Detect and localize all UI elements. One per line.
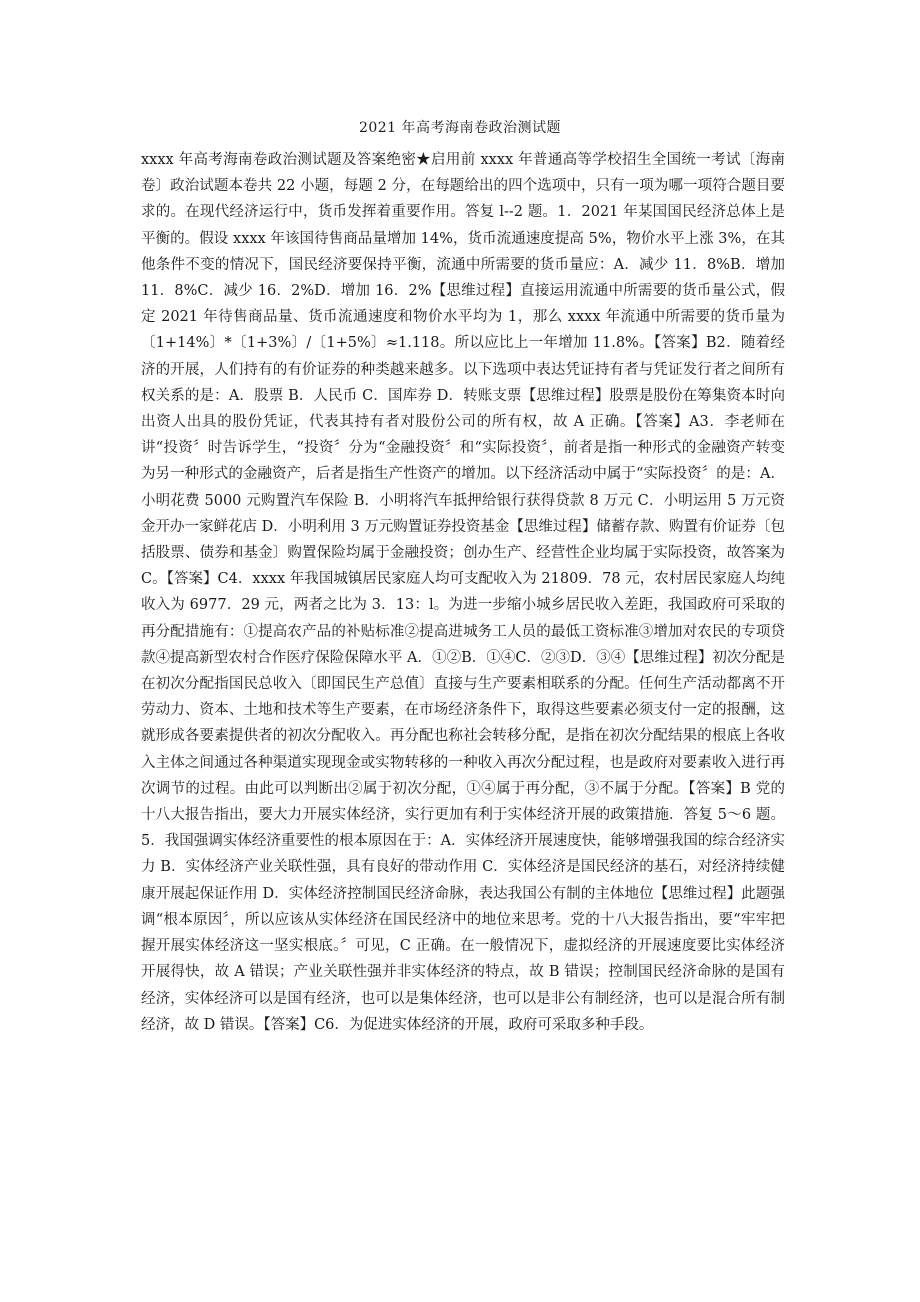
document-body-paragraph: xxxx 年高考海南卷政治测试题及答案绝密★启用前 xxxx 年普通高等学校招生全国统一考试〔海南卷〕政治试题本卷共 22 小题，每题 2 分，在每题给出的四个选项中，只有一项为哪一项符合题目要求的。在现代经济运行中，货币发挥着重要作用。答复 l--2 题。1．2021 年某国国民经济总体上是平衡的。假设 xxxx 年该国待售商品量增加 14%，货币流通速度提高 5%，物价水平上涨 3%，在其他条件不变的情况下，国民经济要保持平衡，流通中所需要的货币量应：A．减少 11．8%B．增加 11．8%C．减少 16．2%D．增加 16．2%【思维过程】直接运用流通中所需要的货币量公式，假定 2021 年待售商品量、货币流通速度和物价水平均为 1，那么 xxxx 年流通中所需要的货币量为〔1+14%〕*〔1+3%〕/〔1+5%〕≈1.118。所以应比上一年增加 11.8%。【答案】B2．随着经济的开展，人们持有的有价证券的种类越来越多。以下选项中表达凭证持有者与凭证发行者之间所有权关系的是：A．股票 B．人民币 C．国库券 D．转账支票【思维过程】股票是股份在筹集资本时向出资人出具的股份凭证，代表其持有者对股份公司的所有权，故 A 正确。【答案】A3．李老师在讲“投资〞时告诉学生，“投资〞分为“金融投资〞和“实际投资〞，前者是指一种形式的金融资产转变为另一种形式的金融资产，后者是指生产性资产的增加。以下经济活动中属于“实际投资〞的是：A．小明花费 5000 元购置汽车保险 B．小明将汽车抵押给银行获得贷款 8 万元 C．小明运用 5 万元资金开办一家鲜花店 D．小明利用 3 万元购置证券投资基金【思维过程】储蓄存款、购置有价证券〔包括股票、债券和基金〕购置保险均属于金融投资；创办生产、经营性企业均属于实际投资，故答案为 C。【答案】C4．xxxx 年我国城镇居民家庭人均可支配收入为 21809．78 元，农村居民家庭人均纯收入为 6977．29 元，两者之比为 3．13：l。为进一步缩小城乡居民收入差距，我国政府可采取的再分配措施有：①提高农产品的补贴标准②提高进城务工人员的最低工资标准③增加对农民的专项贷款④提高新型农村合作医疗保险保障水平 A．①②B．①④C．②③D．③④【思维过程】初次分配是在初次分配指国民总收入〔即国民生产总值〕直接与生产要素相联系的分配。任何生产活动都离不开劳动力、资本、土地和技术等生产要素，在市场经济条件下，取得这些要素必须支付一定的报酬，这就形成各要素提供者的初次分配收入。再分配也称社会转移分配，是指在初次分配结果的根底上各收入主体之间通过各种渠道实现现金或实物转移的一种收入再次分配过程，也是政府对要素收入进行再次调节的过程。由此可以判断出②属于初次分配，①④属于再分配，③不属于分配。【答案】B 党的十八大报告指出，要大力开展实体经济，实行更加有利于实体经济开展的政策措施．答复 5～6 题。5．我国强调实体经济重要性的根本原因在于：A．实体经济开展速度快，能够增强我国的综合经济实力 B．实体经济产业关联性强，具有良好的带动作用 C．实体经济是国民经济的基石，对经济持续健康开展起保证作用 D．实体经济控制国民经济命脉，表达我国公有制的主体地位【思维过程】此题强调“根本原因〞，所以应该从实体经济在国民经济中的地位来思考。党的十八大报告指出，要“牢牢把握开展实体经济这一坚实根底。〞可见，C 正确。在一般情况下，虚拟经济的开展速度要比实体经济开展得快，故 A 错误；产业关联性强并非实体经济的特点，故 B 错误；控制国民经济命脉的是国有经济，实体经济可以是国有经济，也可以是集体经济，也可以是非公有制经济，也可以是混合所有制经济，故 D 错误。【答案】C6．为促进实体经济的开展，政府可采取多种手段。 xyxy=(141,152,785,1033)
document-title: 2021 年高考海南卷政治测试题 xyxy=(358,120,562,136)
